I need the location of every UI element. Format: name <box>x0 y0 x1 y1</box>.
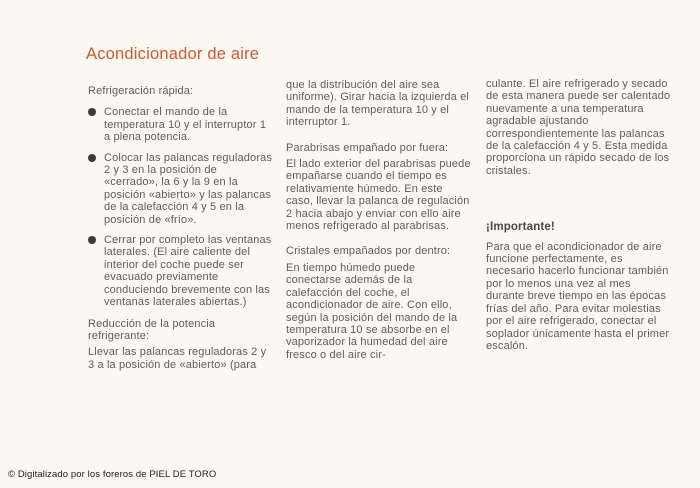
paragraph: que la distribución del aire sea uniforme). Girar hacia la izquierda el mando de la temperatura 10 y el interruptor 1. <box>286 79 469 129</box>
column-left <box>88 85 274 371</box>
section-heading-windshield-outside: Parabrisas empañado por fuera: <box>286 141 449 154</box>
paragraph: Llevar las palancas reguladoras 2 y 3 a la posición de «abierto» (para <box>88 346 267 371</box>
section-heading-windows-inside: Cristales empañados por dentro: <box>286 245 451 258</box>
list-item <box>88 234 274 308</box>
list-item-text: Colocar las palancas reguladoras 2 y 3 en la posición de «cerrado», la 6 y la 9 en la posición «abierto» y las palancas de la calefacción 4 y 5 en la posición de «frío». <box>104 151 273 226</box>
important-heading: ¡Importante! <box>486 221 555 234</box>
bullet-icon <box>88 236 96 244</box>
list-item-text: Conectar el mando de la temperatura 10 y el interruptor 1 a plena potencia. <box>104 106 267 144</box>
list-item <box>88 152 274 226</box>
column-middle <box>286 79 471 361</box>
bullet-icon <box>88 154 96 162</box>
bullet-list <box>88 106 274 308</box>
section-heading-rapid-cooling: Refrigeración rápida: <box>88 85 194 97</box>
page-title: Acondicionador de aire <box>86 45 260 63</box>
paragraph: culante. El aire refrigerado y secado de esta manera puede ser calentado nuevamente a una temperatura agradable ajustando correspondientemente las palancas de la calefacción 4 y 5. Esta medida proporciona un rápido secado de los cristales. <box>486 78 671 177</box>
section-heading-reduction: Reducción de la potencia refrigerante: <box>88 317 216 342</box>
bullet-icon <box>88 108 96 116</box>
list-item <box>88 106 274 143</box>
list-item-text: Cerrar por completo las ventanas laterales. (El aire caliente del interior del coche puede ser evacuado previamente conduciendo brevemente con las ventanas laterales abiertas.) <box>104 234 272 309</box>
paragraph: Para que el acondicionador de aire funcione perfectamente, es necesario hacerlo funcionar también por lo menos una vez al mes durante breve tiempo en las épocas frías del año. Para evitar molestias por el aire refrigerado, conectar el soplador únicamente hasta el primer escalón. <box>486 240 670 352</box>
footer-credit: © Digitalizado por los foreros de PIEL DE TORO <box>8 469 217 480</box>
column-right <box>486 78 672 352</box>
paragraph: En tiempo húmedo puede conectarse además de la calefacción del coche, el acondicionador de aire. Con ello, según la posición del mando de la temperatura 10 se absorbe en el vaporizador la humedad del aire fresco o del aire cir- <box>286 261 458 361</box>
paragraph: El lado exterior del parabrisas puede empañarse cuando el tiempo es relativamente húmedo. En este caso, llevar la palanca de regulación 2 hacia abajo y enviar con ello aire menos refrigerado al parabrisas. <box>286 158 471 233</box>
